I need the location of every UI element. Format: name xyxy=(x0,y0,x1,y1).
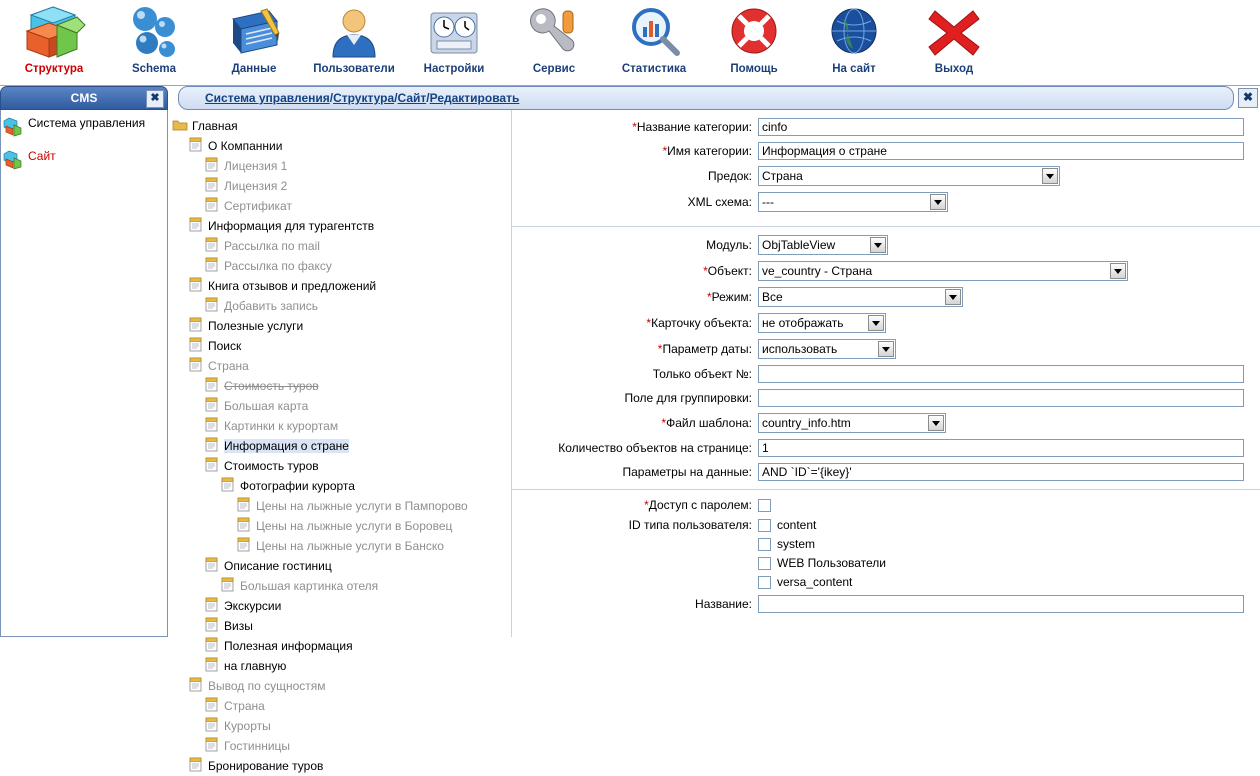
user-type-label: system xyxy=(777,537,816,551)
page-icon xyxy=(188,757,204,775)
tree-node-label: Страна xyxy=(208,359,249,373)
field-row-only-object-number xyxy=(512,365,1252,383)
tree-indent xyxy=(172,436,188,456)
tree-indent xyxy=(172,316,188,336)
tree-node-label: Лицензия 1 xyxy=(224,159,288,173)
tree-indent xyxy=(172,696,188,716)
toolbar-label: Schema xyxy=(131,63,177,75)
tree-node[interactable] xyxy=(172,676,509,696)
notebook-pencil-icon xyxy=(204,4,304,62)
page-icon xyxy=(188,357,204,375)
page-icon xyxy=(204,457,220,475)
tree-indent xyxy=(188,476,204,496)
page-icon xyxy=(188,217,204,235)
tree-node-label: Картинки к курортам xyxy=(224,419,339,433)
user-type-checkbox-web[interactable] xyxy=(758,557,771,570)
red-cross-icon xyxy=(904,4,1004,62)
tree-node-label: Главная xyxy=(192,119,238,133)
tree-node-label: Поиск xyxy=(208,339,242,353)
tab-cms-label: CMS xyxy=(70,91,98,105)
breadcrumb-link-1[interactable]: Структура xyxy=(333,91,395,105)
objects-per-page-input[interactable] xyxy=(758,439,1244,457)
toolbar-item-statistika[interactable] xyxy=(604,0,704,75)
wrench-icon xyxy=(504,4,604,62)
tree-indent xyxy=(172,396,188,416)
tree-indent xyxy=(188,596,204,616)
field-row-module xyxy=(512,235,1252,255)
form-section-access xyxy=(512,490,1260,621)
chevron-down-icon[interactable] xyxy=(1042,168,1058,184)
tree-node-label: Рассылка по факсу xyxy=(224,259,332,273)
tree-node[interactable] xyxy=(172,496,509,516)
tree-node[interactable] xyxy=(172,116,509,136)
breadcrumb-link-2[interactable]: Сайт xyxy=(397,91,427,105)
field-row-xml-schema xyxy=(512,192,1252,212)
chevron-down-icon[interactable] xyxy=(1110,263,1126,279)
close-window-icon[interactable]: ✖ xyxy=(1238,88,1258,108)
user-type-row xyxy=(758,518,816,532)
page-icon xyxy=(204,197,220,215)
tree-indent xyxy=(204,536,220,556)
user-type-row xyxy=(758,556,886,570)
tree-indent xyxy=(188,536,204,556)
tree-node-label: Фотографии курорта xyxy=(240,479,355,493)
edit-form xyxy=(512,110,1260,637)
toolbar-item-polzovateli[interactable] xyxy=(304,0,404,75)
breadcrumb-separator: / xyxy=(394,91,398,105)
chevron-down-icon[interactable] xyxy=(868,315,884,331)
module-select-value: ObjTableView xyxy=(762,238,836,252)
user-type-checkbox-content[interactable] xyxy=(758,519,771,532)
sidebar-item-label: Сайт xyxy=(28,149,56,163)
tree-indent xyxy=(172,716,188,736)
tree-node-label: Информация для турагентств xyxy=(208,219,375,233)
xml-schema-select[interactable] xyxy=(758,192,948,212)
tree-indent xyxy=(220,536,236,556)
page-icon xyxy=(204,657,220,675)
tree-indent xyxy=(172,496,188,516)
tree-node[interactable] xyxy=(172,196,509,216)
tree-indent xyxy=(172,416,188,436)
field-label: Параметры на данные: xyxy=(622,465,752,479)
parent-select[interactable] xyxy=(758,166,1060,186)
field-label: *Имя категории: xyxy=(662,144,752,158)
tree-indent xyxy=(188,496,204,516)
tree-node-label: Большая картинка отеля xyxy=(240,579,379,593)
field-row-mode xyxy=(512,287,1252,307)
tree-node-label: Книга отзывов и предложений xyxy=(208,279,377,293)
page-icon xyxy=(204,597,220,615)
category-title-input[interactable] xyxy=(758,142,1244,160)
tree-node-label: Сертификат xyxy=(224,199,292,213)
tree-node[interactable] xyxy=(172,576,509,596)
field-label: *Название категории: xyxy=(632,120,752,134)
tree-node-label: Страна xyxy=(224,699,265,713)
page-icon xyxy=(220,477,236,495)
tree-indent xyxy=(188,696,204,716)
field-row-parent xyxy=(512,166,1252,186)
page-icon xyxy=(204,177,220,195)
tree-indent xyxy=(188,416,204,436)
form-section-general xyxy=(512,110,1260,227)
tree-indent xyxy=(172,756,188,776)
spheres-icon xyxy=(104,4,204,62)
page-icon xyxy=(236,517,252,535)
field-label: Поле для группировки: xyxy=(624,391,752,405)
breadcrumb-link-3[interactable]: Редактировать xyxy=(429,91,520,105)
toolbar-label: Пользователи xyxy=(313,63,395,75)
date-param-select[interactable] xyxy=(758,339,896,359)
field-row-template-file xyxy=(512,413,1252,433)
tree-indent xyxy=(188,176,204,196)
page-icon xyxy=(204,557,220,575)
clocks-icon xyxy=(404,4,504,62)
tree-node[interactable] xyxy=(172,296,509,316)
date-param-select-value: использовать xyxy=(762,342,838,356)
field-row-password-access xyxy=(512,498,1252,512)
tree-node-label: Экскурсии xyxy=(224,599,282,613)
tree-indent xyxy=(172,736,188,756)
tree-indent xyxy=(204,576,220,596)
tree-node-label: О Компаннии xyxy=(208,139,283,153)
tree-indent xyxy=(172,456,188,476)
tree-node-label: Стоимость туров xyxy=(224,459,319,473)
mode-select-value: Все xyxy=(762,290,783,304)
tree-node[interactable] xyxy=(172,236,509,256)
tree-indent xyxy=(172,236,188,256)
page-icon xyxy=(204,237,220,255)
page-icon xyxy=(204,437,220,455)
field-row-category-title xyxy=(512,142,1252,160)
tree-node-label: Полезные услуги xyxy=(208,319,304,333)
mode-select[interactable] xyxy=(758,287,963,307)
tree-node[interactable] xyxy=(172,216,509,236)
tree-node[interactable] xyxy=(172,556,509,576)
tree-node-label: Лицензия 2 xyxy=(224,179,288,193)
tree-node-label: Курорты xyxy=(224,719,271,733)
field-row-date-param xyxy=(512,339,1252,359)
page-icon xyxy=(204,737,220,755)
toolbar-item-vyhod[interactable] xyxy=(904,0,1004,75)
tree-indent xyxy=(220,496,236,516)
page-icon xyxy=(204,397,220,415)
toolbar-label: Статистика xyxy=(621,63,687,75)
sidebar xyxy=(0,110,168,637)
page-icon xyxy=(204,417,220,435)
toolbar-item-servis[interactable] xyxy=(504,0,604,75)
user-type-checkbox-versa[interactable] xyxy=(758,576,771,589)
tree-indent xyxy=(188,456,204,476)
tree-node[interactable] xyxy=(172,516,509,536)
tree-indent xyxy=(188,436,204,456)
toolbar-item-pomosch[interactable] xyxy=(704,0,804,75)
xml-schema-select-value: --- xyxy=(762,195,774,209)
tree-indent xyxy=(172,136,188,156)
page-icon xyxy=(188,677,204,695)
tree-indent xyxy=(188,736,204,756)
tree-indent xyxy=(172,276,188,296)
template-file-select-value: country_info.htm xyxy=(762,416,851,430)
lifebuoy-icon xyxy=(704,4,804,62)
object-card-select[interactable] xyxy=(758,313,886,333)
user-type-label: WEB Пользователи xyxy=(777,556,886,570)
tree-indent xyxy=(172,536,188,556)
toolbar-item-schema[interactable] xyxy=(104,0,204,75)
cubes-icon xyxy=(4,4,104,62)
field-label: Модуль: xyxy=(706,238,752,252)
field-label: XML схема: xyxy=(687,195,752,209)
password-access-checkbox[interactable] xyxy=(758,499,771,512)
field-row-category-name xyxy=(512,118,1252,136)
tree-node[interactable] xyxy=(172,376,509,396)
page-icon xyxy=(204,617,220,635)
tree-node-label: Описание гостиниц xyxy=(224,559,332,573)
field-row-user-types xyxy=(512,518,1252,589)
tree-indent xyxy=(204,496,220,516)
breadcrumb xyxy=(178,86,1234,110)
field-label: Предок: xyxy=(708,169,752,183)
tree-indent xyxy=(172,356,188,376)
chevron-down-icon[interactable] xyxy=(928,415,944,431)
tree-node[interactable] xyxy=(172,256,509,276)
chevron-down-icon[interactable] xyxy=(878,341,894,357)
breadcrumb-link-0[interactable]: Система управления xyxy=(205,91,330,105)
tree-node[interactable] xyxy=(172,156,509,176)
tree-node[interactable] xyxy=(172,536,509,556)
tree-indent xyxy=(172,376,188,396)
tree-indent xyxy=(188,396,204,416)
tree-node[interactable] xyxy=(172,416,509,436)
tab-breadcrumb-bar xyxy=(0,86,1260,110)
main-body xyxy=(0,110,1260,773)
field-label: *Карточку объекта: xyxy=(646,316,752,330)
page-icon xyxy=(188,137,204,155)
tree-node-label: Стоимость туров xyxy=(224,379,319,393)
data-params-input[interactable] xyxy=(758,463,1244,481)
tree-indent xyxy=(204,476,220,496)
tree-indent xyxy=(172,556,188,576)
tree-indent xyxy=(172,676,188,696)
tree-node[interactable] xyxy=(172,736,509,756)
field-label: *Файл шаблона: xyxy=(661,416,752,430)
tree-indent xyxy=(172,636,188,656)
tree-indent xyxy=(188,656,204,676)
toolbar-label: Настройки xyxy=(423,63,485,75)
field-label: *Доступ с паролем: xyxy=(644,498,752,512)
field-label: Только объект №: xyxy=(652,367,752,381)
tree-node[interactable] xyxy=(172,696,509,716)
page-icon xyxy=(204,157,220,175)
tree-node[interactable] xyxy=(172,396,509,416)
tree-node-label: Гостинницы xyxy=(224,739,291,753)
tree-node[interactable] xyxy=(172,456,509,476)
tree-indent xyxy=(220,516,236,536)
sidebar-item-sayt[interactable] xyxy=(5,149,163,172)
tree-indent xyxy=(172,576,188,596)
object-select[interactable] xyxy=(758,261,1128,281)
chevron-down-icon[interactable] xyxy=(870,237,886,253)
tree-indent xyxy=(172,176,188,196)
page-icon xyxy=(204,377,220,395)
breadcrumb-separator: / xyxy=(426,91,430,105)
tree-node[interactable] xyxy=(172,176,509,196)
tree-node[interactable] xyxy=(172,276,509,296)
tree-indent xyxy=(188,556,204,576)
magnifier-chart-icon xyxy=(604,4,704,62)
tree-node[interactable] xyxy=(172,656,509,676)
field-row-data-params xyxy=(512,463,1252,481)
user-type-label: versa_content xyxy=(777,575,853,589)
toolbar-label: На сайт xyxy=(832,63,876,75)
tree-indent xyxy=(188,156,204,176)
sidebar-item-label: Система управления xyxy=(28,116,146,130)
page-icon xyxy=(220,577,236,595)
tree-indent xyxy=(172,256,188,276)
toolbar-item-na-sayt[interactable] xyxy=(804,0,904,75)
tree-indent xyxy=(172,656,188,676)
page-icon xyxy=(204,717,220,735)
tree-indent xyxy=(188,516,204,536)
tree-node[interactable] xyxy=(172,596,509,616)
tree-indent xyxy=(172,476,188,496)
tree-node[interactable] xyxy=(172,756,509,776)
user-type-row xyxy=(758,575,852,589)
page-icon xyxy=(204,697,220,715)
field-label: Название: xyxy=(695,597,752,611)
page-icon xyxy=(204,257,220,275)
tree-node[interactable] xyxy=(172,136,509,156)
field-label: *Объект: xyxy=(703,264,752,278)
tree-node-label: Информация о стране xyxy=(224,439,349,453)
only-object-number-input[interactable] xyxy=(758,365,1244,383)
tree-node-label: Цены на лыжные услуги в Боровец xyxy=(256,519,453,533)
page-icon xyxy=(188,337,204,355)
tree-node[interactable] xyxy=(172,476,509,496)
field-label: ID типа пользователя: xyxy=(628,518,752,532)
tab-cms[interactable] xyxy=(0,86,168,110)
tree-indent xyxy=(188,296,204,316)
group-field-input[interactable] xyxy=(758,389,1244,407)
tree-indent xyxy=(172,156,188,176)
sidebar-item-sistema-upravleniya[interactable] xyxy=(5,116,163,139)
name-input[interactable] xyxy=(758,595,1244,613)
tree-indent xyxy=(188,616,204,636)
cubes-icon xyxy=(5,149,23,172)
page-icon xyxy=(188,317,204,335)
structure-tree xyxy=(168,110,512,773)
page-icon xyxy=(236,537,252,555)
tree-node[interactable] xyxy=(172,616,509,636)
chevron-down-icon[interactable] xyxy=(945,289,961,305)
breadcrumb-separator: / xyxy=(329,91,334,105)
tree-node[interactable] xyxy=(172,356,509,376)
tree-indent xyxy=(204,516,220,536)
tree-node[interactable] xyxy=(172,436,509,456)
tree-indent xyxy=(172,196,188,216)
tree-node[interactable] xyxy=(172,316,509,336)
tree-indent xyxy=(172,616,188,636)
globe-icon xyxy=(804,4,904,62)
tree-node-label: Большая карта xyxy=(224,399,309,413)
field-label: *Параметр даты: xyxy=(657,342,752,356)
tree-node-label: на главную xyxy=(224,659,287,673)
field-row-group-field xyxy=(512,389,1252,407)
field-label: *Режим: xyxy=(706,290,752,304)
top-toolbar xyxy=(0,0,1260,86)
field-row-objects-per-page xyxy=(512,439,1252,457)
tree-indent xyxy=(188,636,204,656)
tree-indent xyxy=(172,216,188,236)
tree-indent xyxy=(188,256,204,276)
toolbar-label: Структура xyxy=(24,63,84,75)
tree-node-label: Добавить запись xyxy=(224,299,318,313)
folder-icon xyxy=(172,118,188,135)
toolbar-item-struktura[interactable] xyxy=(4,0,104,75)
tree-indent xyxy=(188,716,204,736)
toolbar-label: Выход xyxy=(934,63,974,75)
parent-select-value: Страна xyxy=(762,169,803,183)
tree-indent xyxy=(188,376,204,396)
tree-node[interactable] xyxy=(172,716,509,736)
form-section-module xyxy=(512,227,1260,490)
tree-node[interactable] xyxy=(172,636,509,656)
tree-node-label: Визы xyxy=(224,619,253,633)
toolbar-item-nastroyki[interactable] xyxy=(404,0,504,75)
tree-indent xyxy=(172,516,188,536)
tree-node[interactable] xyxy=(172,336,509,356)
tree-indent xyxy=(188,196,204,216)
cubes-icon xyxy=(5,116,23,139)
page-icon xyxy=(204,637,220,655)
tree-node-label: Цены на лыжные услуги в Банско xyxy=(256,539,444,553)
tree-node-label: Бронирование туров xyxy=(208,759,324,773)
toolbar-label: Сервис xyxy=(532,63,576,75)
tree-indent xyxy=(188,236,204,256)
page-icon xyxy=(236,497,252,515)
field-label: Количество объектов на странице: xyxy=(558,441,752,455)
toolbar-label: Помощь xyxy=(730,63,778,75)
user-type-label: content xyxy=(777,518,817,532)
user-type-row xyxy=(758,537,815,551)
page-icon xyxy=(204,297,220,315)
field-row-name xyxy=(512,595,1252,613)
field-row-object-card xyxy=(512,313,1252,333)
template-file-select[interactable] xyxy=(758,413,946,433)
close-icon[interactable]: ✖ xyxy=(146,90,164,108)
page-icon xyxy=(188,277,204,295)
tree-node-label: Цены на лыжные услуги в Пампорово xyxy=(256,499,468,513)
tree-node-label: Полезная информация xyxy=(224,639,353,653)
object-card-select-value: не отображать xyxy=(762,316,844,330)
tree-indent xyxy=(172,296,188,316)
category-name-input[interactable] xyxy=(758,118,1244,136)
module-select[interactable] xyxy=(758,235,888,255)
user-type-checkbox-system[interactable] xyxy=(758,538,771,551)
chevron-down-icon[interactable] xyxy=(930,194,946,210)
tree-node-label: Рассылка по mail xyxy=(224,239,320,253)
toolbar-item-dannye[interactable] xyxy=(204,0,304,75)
tree-indent xyxy=(188,576,204,596)
user-icon xyxy=(304,4,404,62)
field-row-object xyxy=(512,261,1252,281)
tree-node-label: Вывод по сущностям xyxy=(208,679,326,693)
tree-indent xyxy=(172,596,188,616)
tree-indent xyxy=(172,336,188,356)
object-select-value: ve_country - Страна xyxy=(762,264,873,278)
toolbar-label: Данные xyxy=(231,63,277,75)
